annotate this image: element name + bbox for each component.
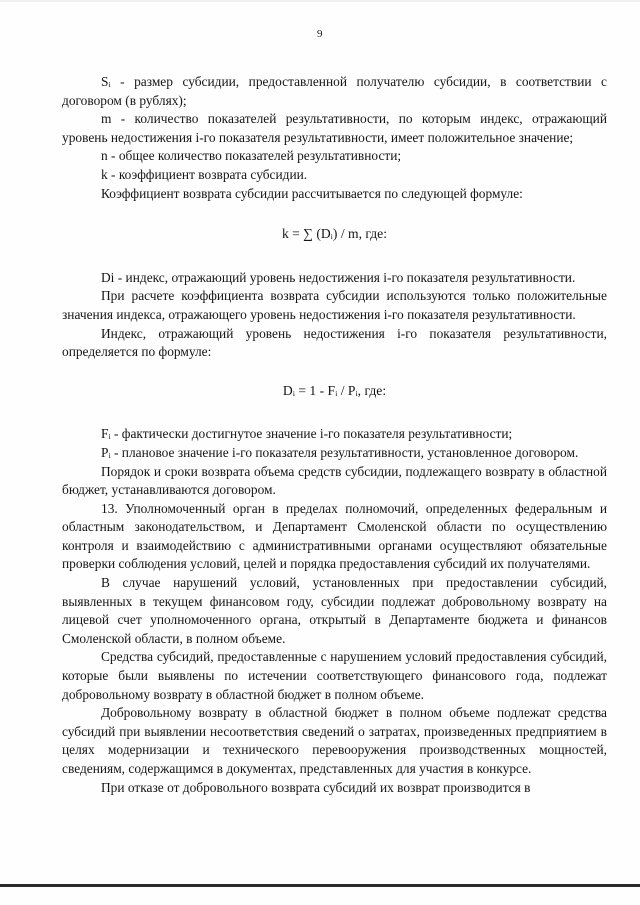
paragraph-n-definition: n - общее количество показателей результативности; (101, 148, 402, 164)
bottom-scan-rule (0, 884, 640, 887)
paragraph-index-formula-intro: Индекс, отражающий уровень недостижения i-го показателя результативности, определяется по формуле: (62, 325, 607, 360)
paragraph-f-i-definition: Fᵢ - фактически достигнутое значение i-го показателя результативности; (101, 426, 513, 442)
page-number: 9 (317, 28, 323, 40)
paragraph-current-year-violations: В случае нарушений условий, установленных при предоставлении субсидий, выявленных в текущем финансовом году, субсидии подлежат добровольному возврату на лицевой счет уполномоченного органа, открытый в Департаменте бюджета и финансов Смоленской области, в полном объеме. (62, 575, 607, 646)
paragraph-return-procedure: Порядок и сроки возврата объема средств субсидии, подлежащего возврату в областной бюджет, устанавливаются договором. (62, 463, 607, 498)
formula-k: k = ∑ (Dᵢ) / m, где: (281, 226, 387, 242)
paragraph-m-definition: m - количество показателей результативности, по которым индекс, отражающий уровень недостижения i-го показателя результативности, имеет положительное значение; (62, 111, 607, 145)
paragraph-k-definition: k - коэффициент возврата субсидии. (101, 166, 308, 182)
paragraph-s-i-definition: Sᵢ - размер субсидии, предоставленной получателю субсидии, в соответствии с договором (в рублях); (62, 74, 607, 108)
paragraph-past-year-violations: Средства субсидий, предоставленные с нарушением условий предоставления субсидий, которые были выявлены по истечении соответствующего финансового года, подлежат добровольному возврату в областной бюджет в полном объеме. (62, 649, 607, 702)
paragraph-p-i-definition: Pᵢ - плановое значение i-го показателя результативности, установленное договором. (101, 444, 579, 460)
paragraph-positive-values: При расчете коэффициента возврата субсидии используются только положительные значения индекса, отражающего уровень недостижения i-го показателя результативности. (62, 288, 607, 322)
paragraph-voluntary-return: Добровольному возврату в областной бюджет в полном объеме подлежат средства субсидий при выявлении несоответствия сведений о затратах, произведенных предприятием в целях модернизации и технического перевооружения производственных мощностей, сведениям, содержащимся в документах, представленных для участия в конкурсе. (62, 705, 607, 776)
scan-edge (0, 0, 640, 2)
paragraph-refusal: При отказе от добровольного возврата субсидий их возврат производится в (101, 779, 531, 795)
formula-d-i: Dᵢ = 1 - Fᵢ / Pᵢ, где: (282, 382, 387, 398)
paragraph-formula-intro: Коэффициент возврата субсидии рассчитывается по следующей формуле: (101, 185, 523, 201)
paragraph-di-definition: Di - индекс, отражающий уровень недостижения i-го показателя результативности. (101, 269, 576, 285)
paragraph-clause-13: 13. Уполномоченный орган в пределах полномочий, определенных федеральным и областным законодательством, и Департамент Смоленской области по осуществлению контроля и взаимодействию с административными органами осуществляют обязательные проверки соблюдения условий, целей и порядка предоставления субсидий их получателями. (62, 500, 607, 572)
document-body (62, 73, 607, 797)
